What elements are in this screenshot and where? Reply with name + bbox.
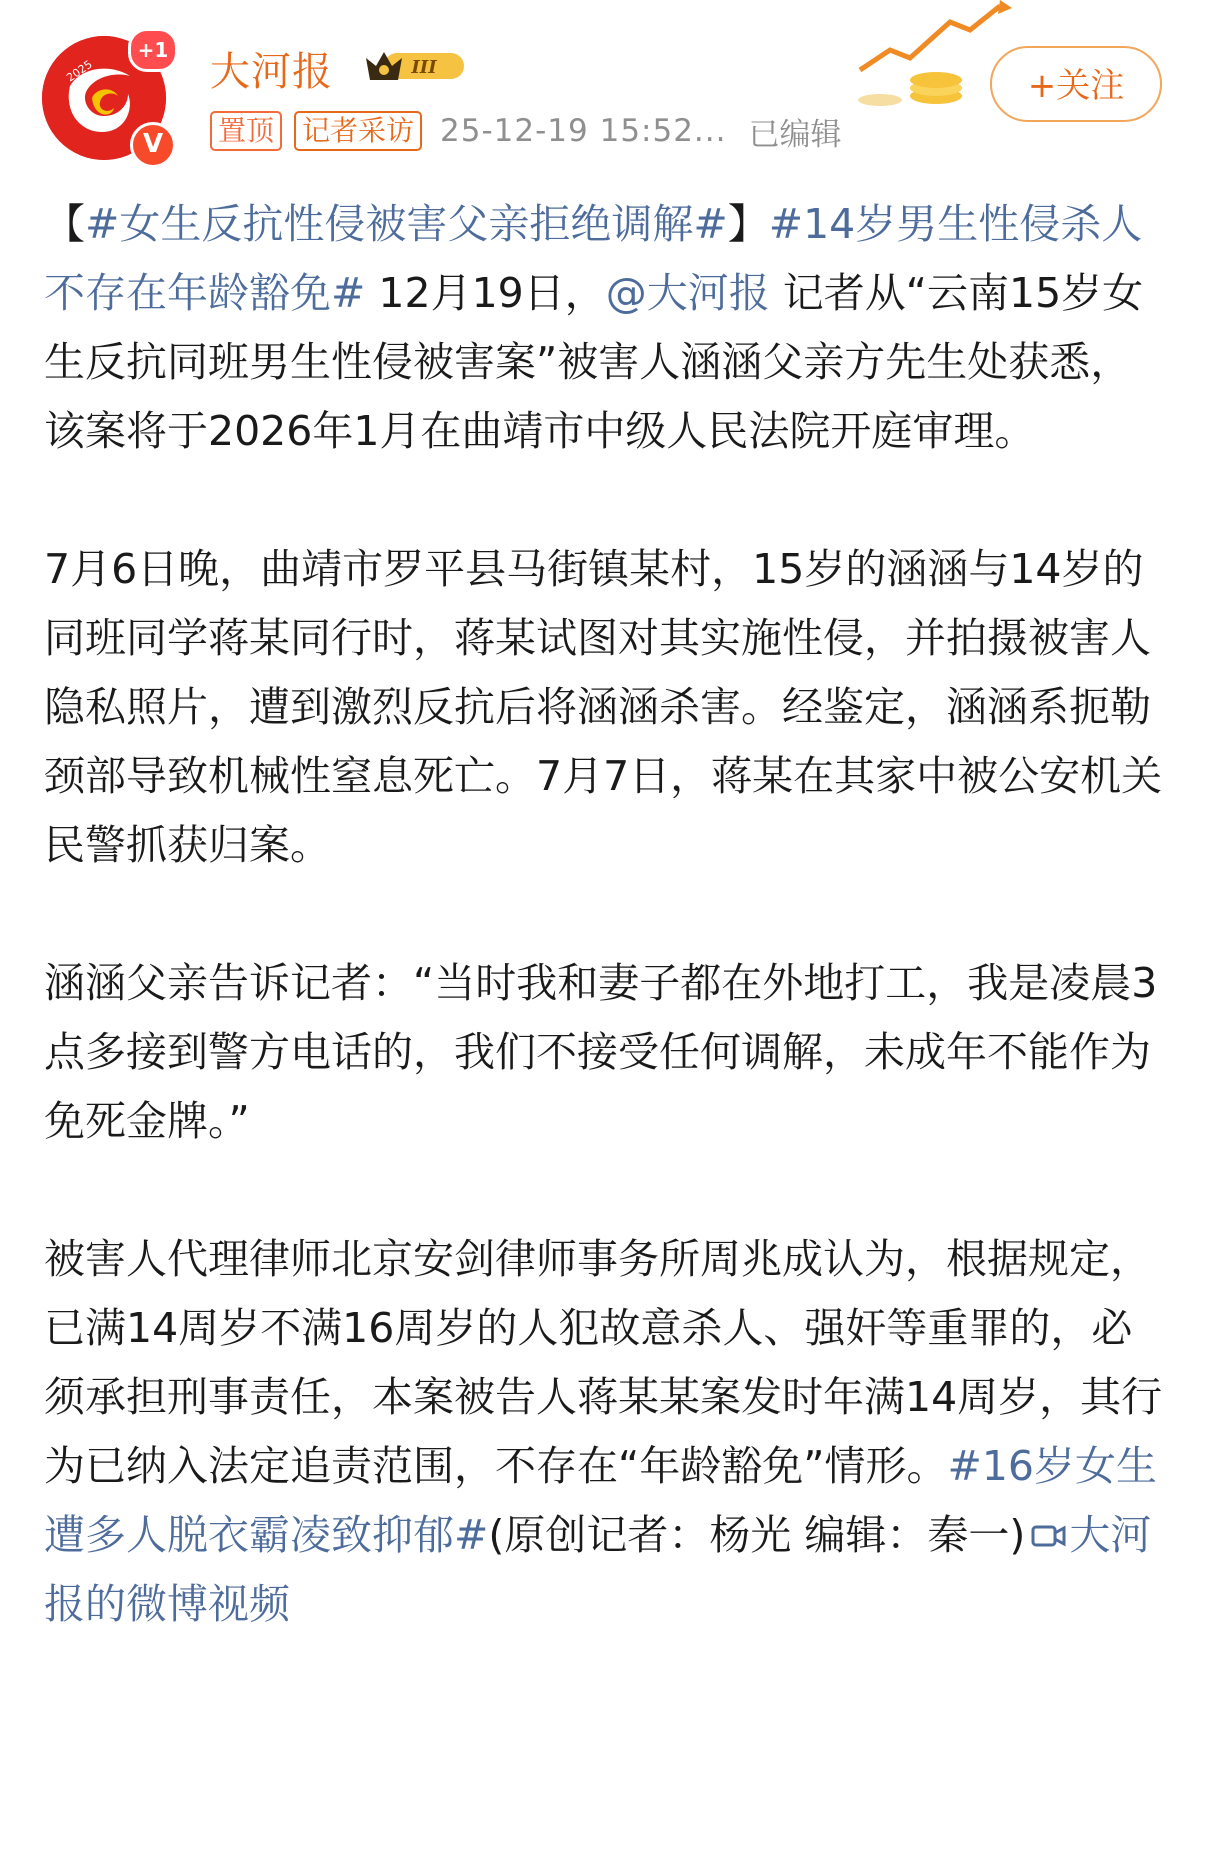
credits-text: (原创记者：杨光 编辑：秦一) xyxy=(488,1511,1026,1559)
edited-label[interactable]: 已编辑 xyxy=(748,116,842,153)
paragraph-1 xyxy=(44,190,1164,466)
paragraph-text: 被害人代理律师北京安剑律师事务所周兆成认为，根据规定，已满14周岁不满16周岁的人犯故意杀人、强奸等重罪的，必须承担刑事责任，本案被告人蒋某某案发时年满14周岁，其行为已纳入法定追责范围，不存在“年龄豁免”情形。 xyxy=(44,1235,1163,1490)
post-header xyxy=(0,0,1206,180)
vip-crown-icon xyxy=(362,44,470,88)
hashtag-link[interactable]: #16岁女生遭多人脱衣霸凌致抑郁# xyxy=(44,1442,1158,1559)
svg-text:III: III xyxy=(411,57,437,78)
video-icon xyxy=(1031,1521,1067,1551)
hashtag-link[interactable]: #女生反抗性侵被害父亲拒绝调解# xyxy=(85,200,728,248)
svg-text:2025: 2025 xyxy=(64,57,95,85)
account-name[interactable]: 大河报 xyxy=(210,49,333,95)
post-content xyxy=(44,190,1164,1708)
notification-count-badge: +1 xyxy=(128,28,178,72)
mention-link[interactable]: @大河报 xyxy=(605,269,770,317)
paragraph-3: 涵涵父亲告诉记者：“当时我和妻子都在外地打工，我是凌晨3点多接到警方电话的，我们不接受任何调解，未成年不能作为免死金牌。” xyxy=(44,959,1158,1145)
category-tag[interactable]: 记者采访 xyxy=(294,111,422,151)
bracket-close: 】 xyxy=(727,200,769,248)
pinned-tag: 置顶 xyxy=(210,111,282,151)
paragraph-text: 记者从“云南15岁女生反抗同班男生性侵被害案”被害人涵涵父亲方先生处获悉，该案将于2026年1月在曲靖市中级人民法院开庭审理。 xyxy=(44,269,1144,455)
hashtag-link[interactable]: #14岁男生性侵杀人不存在年龄豁免# xyxy=(44,200,1143,317)
video-link-label: 大河报的微博视频 xyxy=(44,1511,1152,1628)
post-meta xyxy=(210,110,842,152)
paragraph-2: 7月6日晚，曲靖市罗平县马街镇某村，15岁的涵涵与14岁的同班同学蒋某同行时，蒋某试图对其实施性侵，并拍摄被害人隐私照片，遭到激烈反抗后将涵涵杀害。经鉴定，涵涵系扼勒颈部导致机械性窒息死亡。7月7日，蒋某在其家中被公安机关民警抓获归案。 xyxy=(44,545,1163,869)
verified-badge-icon: V xyxy=(130,122,176,168)
paragraph-text: 12月19日， xyxy=(365,269,606,317)
post-timestamp: 25-12-19 15:52... xyxy=(440,113,727,149)
follow-button[interactable]: +关注 xyxy=(990,46,1162,122)
bracket-open: 【 xyxy=(44,200,85,248)
paragraph-4 xyxy=(44,1225,1164,1639)
